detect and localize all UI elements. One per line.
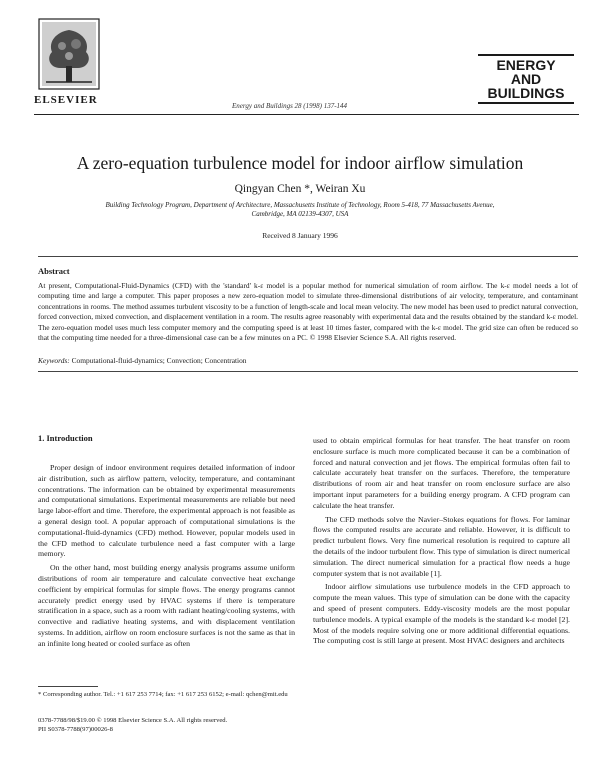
right-column <box>313 436 570 650</box>
article-title: A zero-equation turbulence model for indoor airflow simulation <box>76 153 524 173</box>
elsevier-tree-logo <box>38 18 100 90</box>
footnote-divider <box>38 686 98 687</box>
keywords-label: Keywords: <box>38 356 70 365</box>
abstract-bottom-divider <box>38 371 578 372</box>
pii-line: PII S0378-7788(97)00026-8 <box>38 726 113 733</box>
logo-bar <box>478 102 574 104</box>
keywords-line <box>38 356 578 365</box>
author-affiliation <box>40 201 560 219</box>
received-date: Received 8 January 1996 <box>262 231 338 240</box>
affiliation-line: Building Technology Program, Department of Architecture, Massachusetts Institute of Technology, Room 5-418, 77 Massachusetts Avenue, <box>105 201 495 209</box>
abstract-text: At present, Computational-Fluid-Dynamics (CFD) with the 'standard' k-ε model is a popular method for numerical simulation of room airflow. The k-ε model needs a lot of computing time and large a computer. This paper proposes a new zero-equation model to simulate three-dimensional distributions of air velocity, temperature, and contaminant concentrations in rooms. The method assumes turbulent viscosity to be a function of length-scale and local mean velocity. The new model has been used to predict natural convection, forced convection, mixed convection, and displacement ventilation in a room. The results agree reasonably with experimental data and the results obtained by the standard k-ε model. The zero-equation model uses much less computer memory and the computing speed is at least 10 times faster, compared with the k-ε model. The grid size can often be reduced so that the computing time needed for a three-dimensional case can be a few minutes on a PC. © 1998 Elsevier Science S.A. All rights reserved. <box>38 281 578 343</box>
logo-word-energy: ENERGY <box>496 57 556 73</box>
paragraph: used to obtain empirical formulas for heat transfer. The heat transfer on room enclosure surface is much more complicated because it can be a combination of forced and natural convection and jet flows. The empirical formulas often fail to calculate accurately heat transfer on the surfaces. Therefore, the temperature distributions of room air and heat transfer on room enclosure surface are also important input parameters for a building energy program. A CFD program can calculate the heat transfer. <box>313 436 570 510</box>
keywords-list: Computational-fluid-dynamics; Convection; Concentration <box>71 356 247 365</box>
left-column <box>38 463 295 653</box>
header-divider <box>34 114 579 115</box>
section-heading: 1. Introduction <box>38 433 93 443</box>
abstract-top-divider <box>38 256 578 257</box>
paragraph: The CFD methods solve the Navier–Stokes equations for flows. For laminar flows the computed results are accurate and reliable. However, it is difficult to predict turbulent flows. Very fine numerical resolution is required to capture all the details of the indoor turbulent flow. This type of simulation is direct numerical simulation. The direct numerical simulation for a practical flow needs a huge computer system that is not available [1]. <box>313 514 570 578</box>
copyright-block <box>38 716 295 734</box>
journal-citation: Energy and Buildings 28 (1998) 137-144 <box>232 102 348 110</box>
tree-emblem-icon <box>38 18 100 90</box>
logo-word-and: AND <box>510 71 542 87</box>
paragraph: Proper design of indoor environment requires detailed information of indoor air distribution, such as airflow pattern, velocity, temperature, and contaminant concentrations. The information can be obtained by experimental measurements and computational simulations. Experimental measurements are reliable but need large labor-effort and time. Therefore, the experimental approach is not feasible as a general design tool. A popular approach of computational simulations is the computational-fluid-dynamics (CFD) method. However, popular models used in the CFD method to calculate turbulence need a fast computer with a large memory. <box>38 463 295 559</box>
paragraph: On the other hand, most building energy analysis programs assume uniform distributions of room air temperature and calculate convective heat exchange coefficient by empirical formulas for simple flows. The energy programs cannot accurately predict energy used by HVAC systems if there is temperature stratification in a space, such as a room with radiant heating/cooling systems, with convective and radiative heating systems, and with displacement ventilation systems. In addition, airflow on room enclosure surfaces is not the same as that in an infinite long heated or cooled surface as often <box>38 563 295 648</box>
article-authors: Qingyan Chen *, Weiran Xu <box>234 183 366 195</box>
publisher-name: ELSEVIER <box>34 94 98 106</box>
copyright-line: 0378-7788/98/$19.00 © 1998 Elsevier Science S.A. All rights reserved. <box>38 717 228 724</box>
paragraph: Indoor airflow simulations use turbulence models in the CFD approach to compute the mean values. This type of simulation can be done with the capacity and speed of present computers. Eddy-viscosity models are the most popular turbulence models. A typical example of the models is the standard k-ε model [2]. Most of the models require solving one or more additional differential equations. The computing cost is still large at present. Most HVAC designers and architects <box>313 582 570 646</box>
abstract-heading: Abstract <box>38 266 70 276</box>
corresponding-author-footnote: * Corresponding author. Tel.: +1 617 253 7714; fax: +1 617 253 6152; e-mail: qchen@mit.edu <box>38 691 288 698</box>
logo-word-buildings: BUILDINGS <box>487 85 565 101</box>
affiliation-line: Cambridge, MA 02139-4307, USA <box>251 210 349 218</box>
journal-logo <box>478 52 574 106</box>
logo-bar <box>478 54 574 56</box>
